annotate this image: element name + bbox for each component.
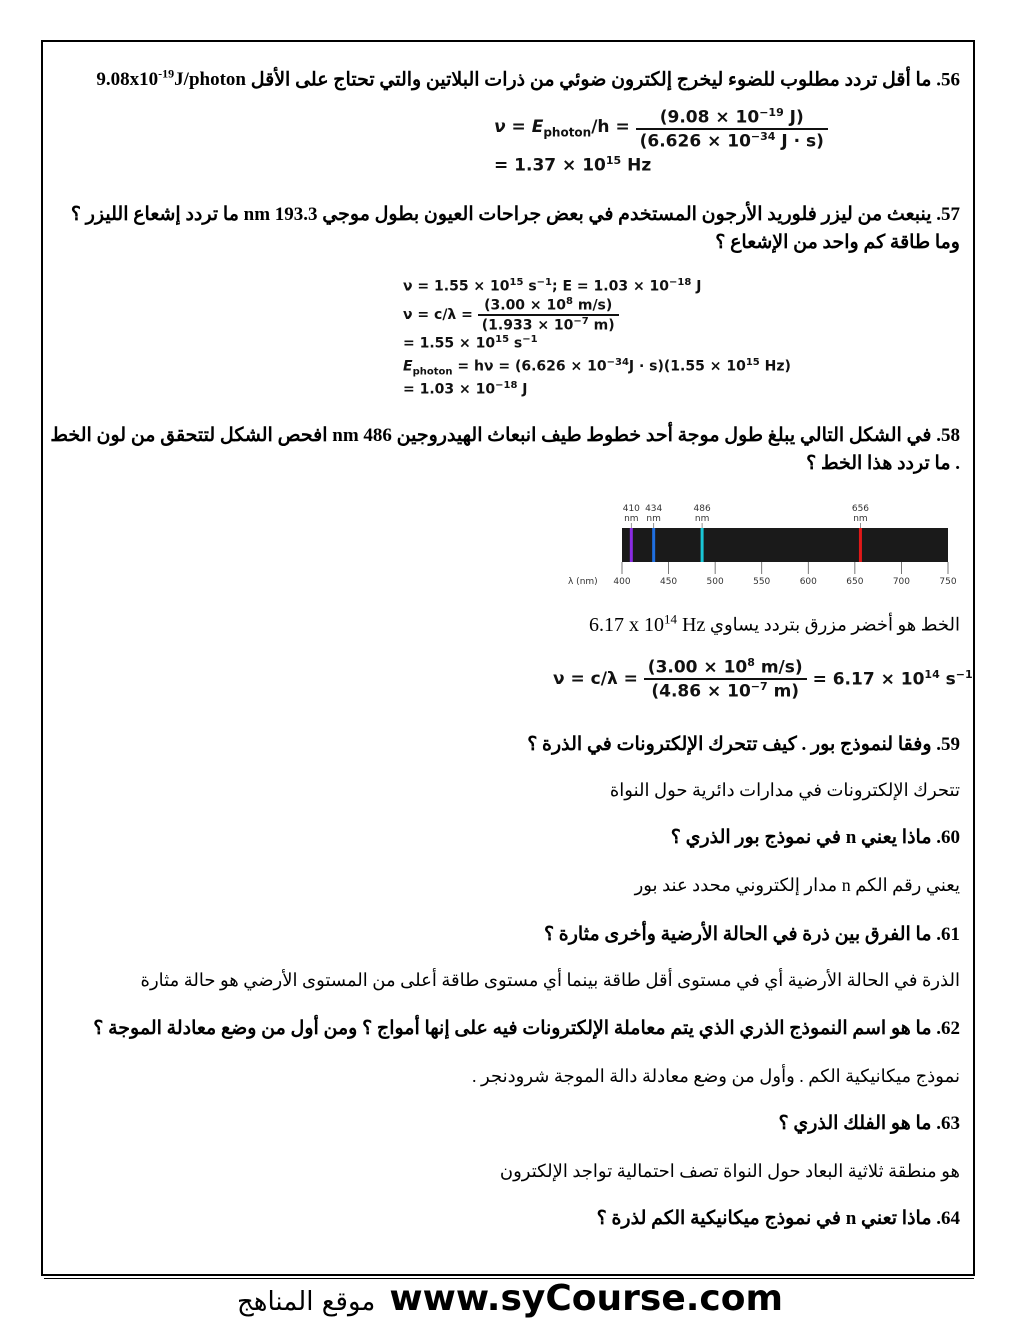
spectrum-background-bar <box>622 528 948 562</box>
footer-watermark <box>0 1278 1020 1319</box>
equation-56-result: = $1.37 \times 10^{15}$ Hz <box>494 154 652 176</box>
answer-60: يعني رقم الكم n مدار إلكتروني محدد عند بور <box>634 875 960 895</box>
question-57-line1: 57. ينبعث من ليزر فلوريد الأرجون المستخدم في بعض جراحات العيون بطول موجي 193.3 nm ما تردد إشعاع الليزر ؟ <box>70 204 960 225</box>
hydrogen-emission-spectrum <box>568 500 958 592</box>
question-60: 60. ماذا يعني n في نموذج بور الذري ؟ <box>670 827 960 848</box>
equation-56: $\nu = E_{photon}/h$ = $\frac{(9.08 \times 10^{-19} J)}{(6.626 \times 10^{-34} J \cdot s)}$ <box>494 106 828 151</box>
spectral-line-unit: nm <box>624 514 639 524</box>
spectral-line-label: 434 <box>645 504 663 514</box>
spectral-line-unit: nm <box>646 514 661 524</box>
spectral-line-434 <box>652 528 655 562</box>
spectral-line-656 <box>859 528 862 562</box>
question-62: 62. ما هو اسم النموذج الذري الذي يتم معاملة الإلكترونات فيه على إنها أمواج ؟ ومن أول من وضع معادلة الموجة ؟ <box>93 1018 960 1039</box>
axis-tick-label: 500 <box>706 577 724 587</box>
axis-tick-label: 700 <box>892 577 911 587</box>
answer-58: الخط هو أخضر مزرق بتردد يساوي 6.17 x $10^{14}$ Hz <box>589 611 960 636</box>
axis-tick-label: 450 <box>659 577 678 587</box>
question-58-line1: 58. في الشكل التالي يبلغ طول موجة أحد خطوط طيف انبعاث الهيدروجين 486 nm افحص الشكل لتتحقق من لون الخط <box>50 425 960 446</box>
equation-57-line2: ν = c/λ = $\frac{(3.00 \times 10^8 m/s)}{(1.933 \times 10^{-7} m)}$ <box>403 296 619 333</box>
spectral-line-label: 486 <box>693 504 711 514</box>
question-56: 56. ما أقل تردد مطلوب للضوء ليخرج إلكترون ضوئي من ذرات البلاتين والتي تحتاج على الأقل $9.08x10^{-19}J$/photon <box>96 67 960 91</box>
spectral-line-unit: nm <box>853 514 868 524</box>
question-61: 61. ما الفرق بين ذرة في الحالة الأرضية وأخرى مثارة ؟ <box>543 924 960 945</box>
footer-site-link[interactable]: www.syCourse.com <box>389 1278 783 1319</box>
axis-tick-label: 550 <box>753 577 771 587</box>
question-63: 63. ما هو الفلك الذري ؟ <box>778 1113 960 1134</box>
question-59: 59. وفقا لنموذج بور . كيف تتحرك الإلكترونات في الذرة ؟ <box>527 734 960 755</box>
equation-57-line5: = $1.03 \times 10^{-18}$ J <box>403 380 528 398</box>
answer-62: نموذج ميكانيكية الكم . وأول من وضع معادلة دالة الموجة شرودنجر . <box>472 1066 960 1086</box>
spectral-line-unit: nm <box>694 514 710 524</box>
answer-61: الذرة في الحالة الأرضية أي في مستوى أقل طاقة بينما أي مستوى طاقة أعلى من المستوى الأرضي هو حالة مثارة <box>140 970 960 990</box>
question-58-line2: . ما تردد هذا الخط ؟ <box>806 453 960 474</box>
footer-label: موقع المناهج <box>236 1287 376 1317</box>
axis-tick-label: 750 <box>939 577 957 587</box>
question-57-line2: وما طاقة كم واحد من الإشعاع ؟ <box>715 232 960 253</box>
question-64: 64. ماذا تعني n في نموذج ميكانيكية الكم لذرة ؟ <box>596 1208 960 1229</box>
spectral-line-486 <box>701 528 704 562</box>
axis-tick-label: 400 <box>613 577 631 587</box>
axis-tick-label: 650 <box>846 577 864 587</box>
equation-57-line1: $\nu = 1.55 \times 10^{15}$ $s^{-1}$; $E = 1.03 \times 10^{-18}$ J <box>403 277 702 295</box>
spectral-line-label: 656 <box>851 504 870 514</box>
axis-tick-label: 600 <box>799 577 817 587</box>
spectral-line-label: 410 <box>622 504 640 514</box>
answer-63: هو منطقة ثلاثية البعاد حول النواة تصف احتمالية تواجد الإلكترون <box>499 1161 960 1181</box>
equation-57-line3: = $1.55 \times 10^{15}$ $s^{-1}$ <box>403 334 538 352</box>
axis-label: λ (nm) <box>568 577 598 587</box>
equation-58: ν = c/λ = $\frac{(3.00 \times 10^8 m/s)}{(4.86 \times 10^{-7} m)}$ = $6.17 \times 10^{14}$ $s^{-1}$ <box>553 656 973 702</box>
answer-59: تتحرك الإلكترونات في مدارات دائرية حول النواة <box>609 780 960 800</box>
equation-57-line4: $E_{photon} = h\nu = (6.626 \times 10^{-34}J \cdot s)(1.55 \times 10^{15}$ Hz) <box>403 357 791 378</box>
spectral-line-410 <box>630 528 633 562</box>
